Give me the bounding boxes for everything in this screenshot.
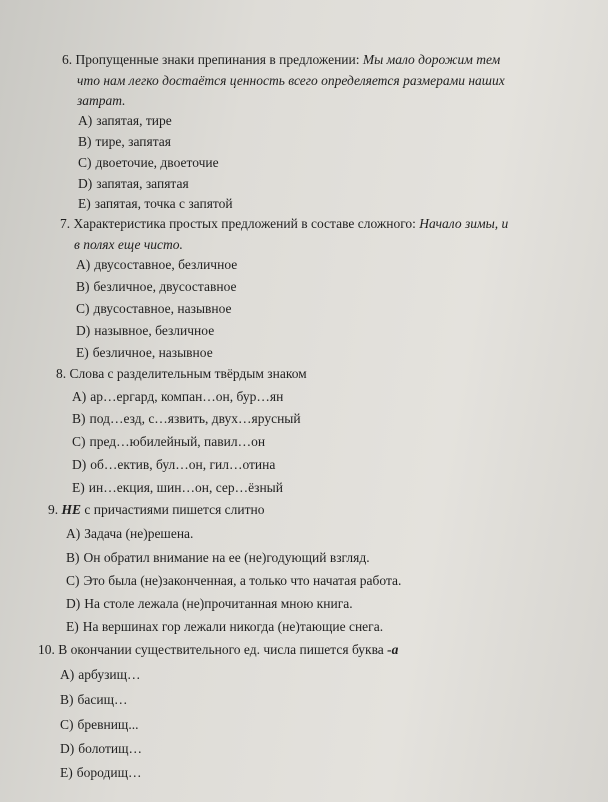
option-text: На вершинах гор лежали никогда (не)тающие снега.	[82, 619, 384, 634]
option-text: об…ектив, бул…он, гил…отина	[90, 457, 276, 472]
option-8e[interactable]	[72, 480, 283, 496]
option-letter: D)	[76, 323, 91, 338]
option-letter: B)	[78, 134, 92, 149]
option-text: запятая, тире	[96, 113, 172, 128]
option-letter: C)	[76, 301, 90, 316]
option-letter: E)	[66, 619, 79, 634]
option-10b[interactable]	[60, 692, 127, 708]
option-text: двоеточие, двоеточие	[95, 155, 219, 170]
question-emphasis: -а	[387, 642, 399, 657]
option-letter: A)	[72, 389, 87, 404]
option-6c[interactable]	[78, 155, 219, 171]
option-text: бородищ…	[76, 765, 142, 780]
option-letter: A)	[76, 257, 91, 272]
option-7a[interactable]	[76, 257, 237, 273]
option-10a[interactable]	[60, 667, 141, 683]
question-lead: В окончании существительного ед. числа пишется буква	[58, 642, 384, 657]
option-letter: E)	[60, 765, 73, 780]
question-lead: с причастиями пишется слитно	[84, 502, 265, 517]
question-number: 7.	[60, 216, 71, 231]
question-10	[38, 642, 398, 658]
option-10c[interactable]	[60, 717, 138, 733]
option-6e[interactable]	[78, 196, 233, 212]
option-8c[interactable]	[72, 434, 265, 450]
question-lead: Характеристика простых предложений в составе сложного:	[73, 216, 416, 231]
option-letter: E)	[72, 480, 85, 495]
option-7e[interactable]	[76, 345, 213, 361]
option-10d[interactable]	[60, 741, 142, 757]
option-letter: D)	[78, 176, 93, 191]
option-text: болотищ…	[78, 741, 143, 756]
option-text: тире, запятая	[95, 134, 171, 149]
option-text: бревнищ...	[77, 717, 139, 732]
option-6b[interactable]	[78, 134, 171, 150]
option-9e[interactable]	[66, 619, 383, 635]
option-8b[interactable]	[72, 411, 301, 427]
option-letter: D)	[66, 596, 81, 611]
option-7b[interactable]	[76, 279, 236, 295]
option-text: запятая, запятая	[96, 176, 189, 191]
option-letter: B)	[66, 550, 80, 565]
option-7c[interactable]	[76, 301, 232, 317]
question-8	[56, 366, 307, 382]
option-10e[interactable]	[60, 765, 141, 781]
question-6-sentence-line3: затрат.	[77, 93, 126, 108]
option-letter: A)	[66, 526, 81, 541]
option-text: Задача (не)решена.	[84, 526, 194, 541]
question-number: 8.	[56, 366, 67, 381]
option-6a[interactable]	[78, 113, 172, 129]
option-text: На столе лежала (не)прочитанная мною книга.	[84, 596, 353, 611]
question-sentence: Начало зимы, и	[419, 216, 509, 231]
question-number: 9.	[48, 502, 59, 517]
option-text: безличное, назывное	[92, 345, 213, 360]
option-letter: E)	[76, 345, 89, 360]
option-text: басищ…	[77, 692, 128, 707]
option-text: под…езд, с…язвить, двух…ярусный	[89, 411, 301, 426]
option-text: ар…ергард, компан…он, бур…ян	[90, 389, 284, 404]
option-text: двусоставное, назывное	[93, 301, 232, 316]
option-6d[interactable]	[78, 176, 189, 192]
option-9a[interactable]	[66, 526, 193, 542]
option-text: безличное, двусоставное	[93, 279, 237, 294]
option-letter: B)	[72, 411, 86, 426]
option-text: запятая, точка с запятой	[94, 196, 233, 211]
option-letter: A)	[60, 667, 75, 682]
question-number: 10.	[38, 642, 55, 657]
question-7	[60, 216, 508, 232]
option-letter: D)	[60, 741, 75, 756]
option-8d[interactable]	[72, 457, 275, 473]
option-7d[interactable]	[76, 323, 214, 339]
option-text: Он обратил внимание на ее (не)годующий взгляд.	[83, 550, 370, 565]
question-6-sentence-line2: что нам легко достаётся ценность всего определяется размерами наших	[77, 73, 505, 88]
question-lead: Слова с разделительным твёрдым знаком	[69, 366, 307, 381]
option-letter: C)	[72, 434, 86, 449]
question-number: 6.	[62, 52, 73, 67]
option-letter: D)	[72, 457, 87, 472]
option-letter: C)	[66, 573, 80, 588]
option-9c[interactable]	[66, 573, 401, 589]
option-9d[interactable]	[66, 596, 353, 612]
option-letter: E)	[78, 196, 91, 211]
question-9	[48, 502, 265, 518]
option-letter: B)	[60, 692, 74, 707]
option-letter: B)	[76, 279, 90, 294]
question-sentence: Мы мало дорожим тем	[362, 52, 501, 67]
option-text: двусоставное, безличное	[94, 257, 238, 272]
question-6	[62, 52, 500, 68]
question-lead: Пропущенные знаки препинания в предложении:	[75, 52, 360, 67]
option-letter: C)	[78, 155, 92, 170]
question-7-sentence-line2: в полях еще чисто.	[74, 237, 183, 252]
question-emphasis: НЕ	[61, 502, 82, 517]
option-letter: C)	[60, 717, 74, 732]
option-9b[interactable]	[66, 550, 370, 566]
option-text: арбузищ…	[78, 667, 141, 682]
option-text: ин…екция, шин…он, сер…ёзный	[88, 480, 283, 495]
option-text: Это была (не)законченная, а только что начатая работа.	[83, 573, 402, 588]
option-text: пред…юбилейный, павил…он	[89, 434, 266, 449]
option-text: назывное, безличное	[94, 323, 215, 338]
option-letter: A)	[78, 113, 93, 128]
option-8a[interactable]	[72, 389, 283, 405]
